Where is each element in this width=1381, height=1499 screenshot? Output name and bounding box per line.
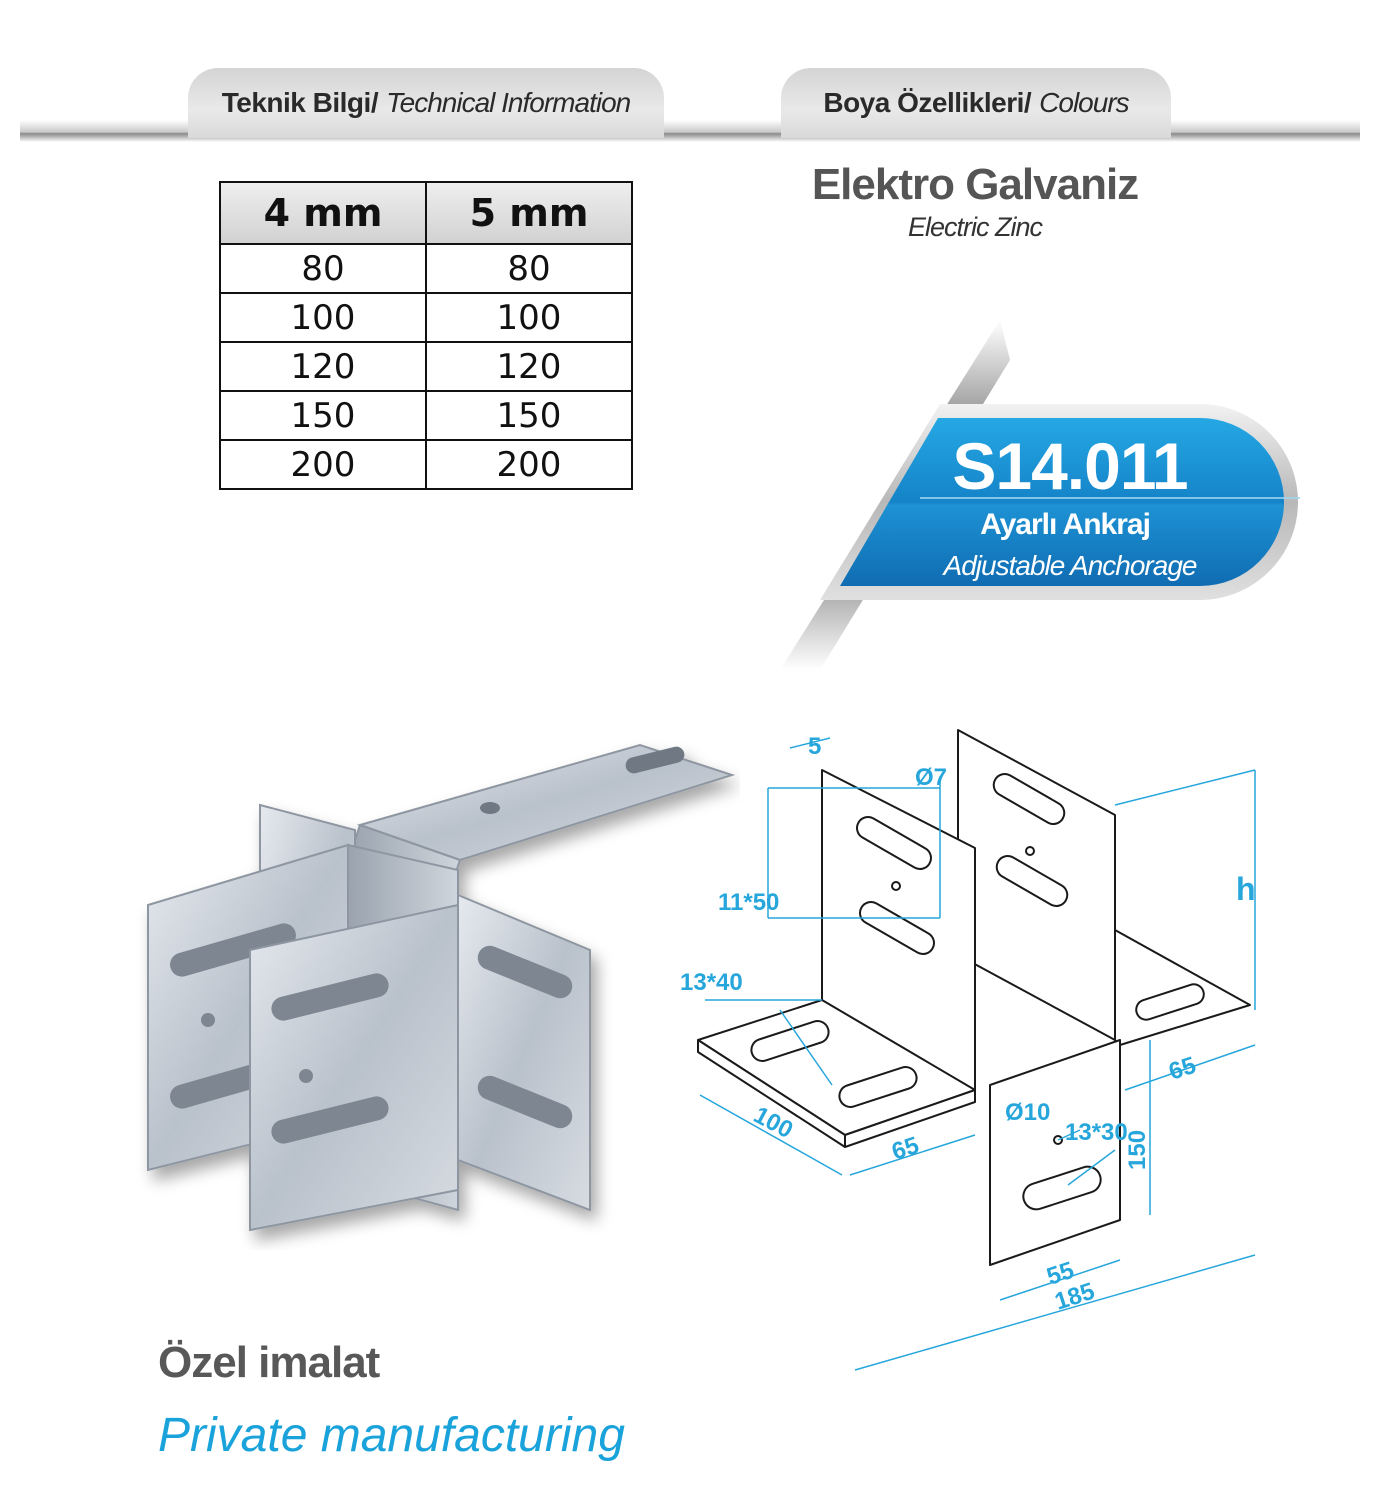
dim-13x30: 13*30	[1065, 1119, 1128, 1146]
dim-5: 5	[808, 733, 822, 760]
dim-7: Ø7	[915, 764, 948, 791]
table-row	[220, 440, 632, 489]
dim-10: Ø10	[1005, 1099, 1051, 1126]
dim-185: 185	[1051, 1277, 1098, 1316]
table-header-cell: 5 mm	[426, 182, 632, 244]
dim-11x50: 11*50	[718, 889, 780, 916]
tab-colours-bold: Boya Özellikleri/	[823, 87, 1032, 118]
table-row	[220, 293, 632, 342]
product-photo	[120, 730, 740, 1250]
dim-100: 100	[749, 1101, 798, 1145]
tab-colours	[781, 68, 1171, 138]
table-cell: 150	[426, 391, 632, 440]
technical-drawing	[670, 720, 1370, 1390]
tab-colours-italic: Colours	[1039, 87, 1129, 118]
colour-name-en: Electric Zinc	[907, 212, 1043, 242]
table-cell: 80	[426, 244, 632, 293]
table-cell: 80	[220, 244, 426, 293]
footer-title: Özel imalat	[158, 1338, 380, 1387]
table-cell: 120	[426, 342, 632, 391]
table-row	[220, 342, 632, 391]
table-cell: 120	[220, 342, 426, 391]
spec-table	[219, 181, 633, 490]
table-cell: 100	[426, 293, 632, 342]
table-cell: 200	[426, 440, 632, 489]
table-header-cell: 4 mm	[220, 182, 426, 244]
table-header-row	[220, 182, 632, 244]
tab-technical-bold: Teknik Bilgi/	[221, 87, 379, 118]
table-cell: 200	[220, 440, 426, 489]
table-row	[220, 391, 632, 440]
product-code: S14.011	[952, 429, 1188, 503]
tab-technical-information	[188, 68, 664, 138]
footer-subtitle: Private manufacturing	[158, 1409, 625, 1462]
colour-name: Elektro Galvaniz	[811, 160, 1139, 209]
dim-65-left: 65	[888, 1131, 923, 1166]
table-row	[220, 244, 632, 293]
tab-technical-italic: Technical Information	[386, 87, 631, 118]
dim-55: 55	[1043, 1256, 1078, 1291]
product-name-en: Adjustable Anchorage	[943, 550, 1197, 581]
table-cell: 150	[220, 391, 426, 440]
product-name: Ayarlı Ankraj	[980, 508, 1150, 541]
dim-150: 150	[1124, 1129, 1151, 1170]
table-cell: 100	[220, 293, 426, 342]
dim-65-right: 65	[1165, 1051, 1200, 1086]
dim-h: h	[1236, 871, 1256, 907]
dim-13x40: 13*40	[680, 969, 743, 996]
